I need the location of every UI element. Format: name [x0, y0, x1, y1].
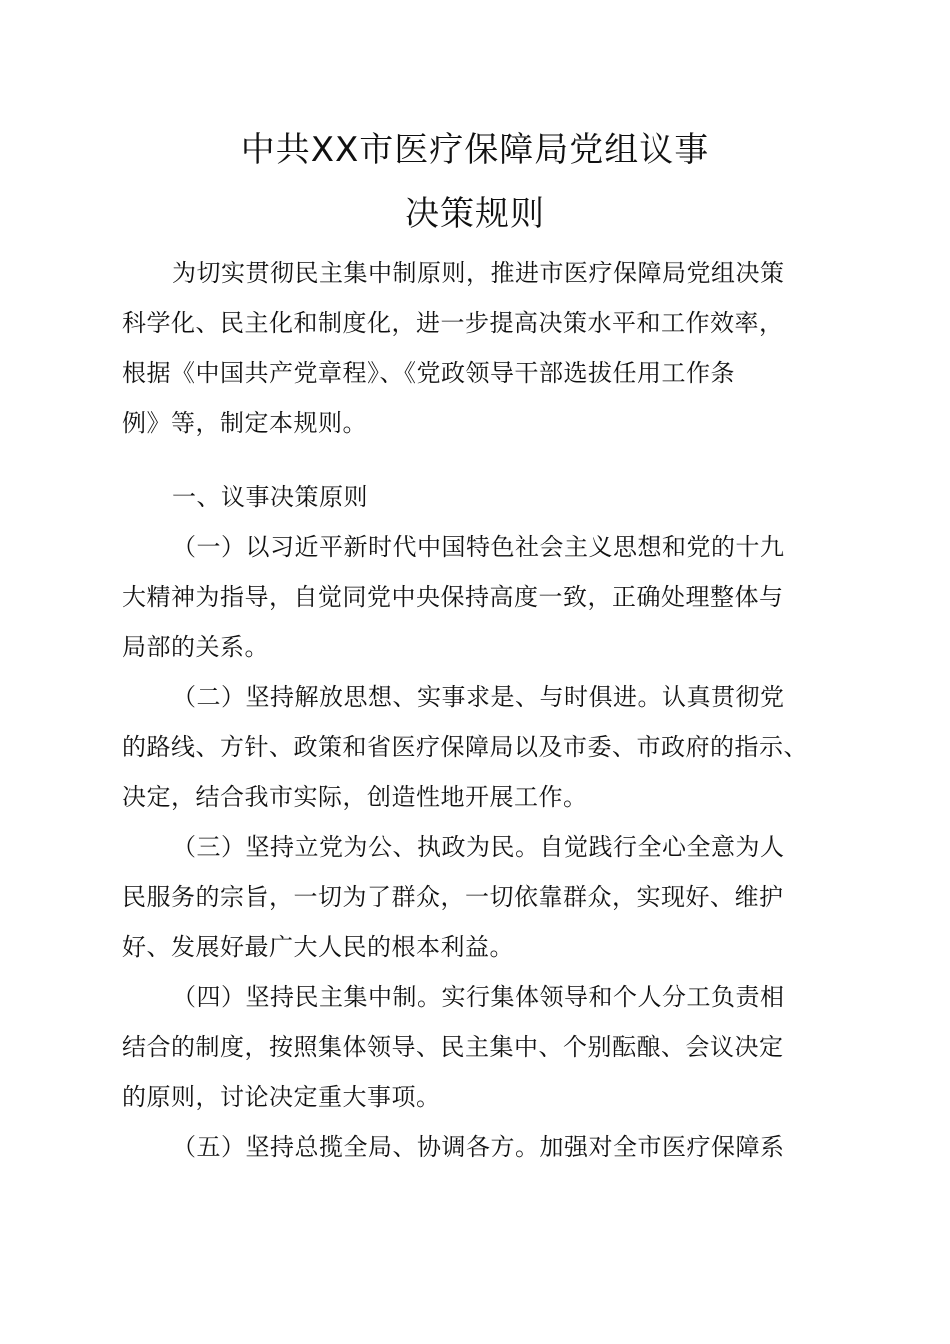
paragraph-line: 决定，结合我市实际，创造性地开展工作。 [122, 783, 588, 811]
paragraph-line: 局部的关系。 [122, 633, 269, 661]
principle-paragraph-3 [122, 822, 828, 972]
paragraph-line: 民服务的宗旨，一切为了群众，一切依靠群众，实现好、维护 [122, 883, 784, 911]
paragraph-line: 大精神为指导，自觉同党中央保持高度一致，正确处理整体与 [122, 583, 784, 611]
section-heading-text: 一、议事决策原则 [172, 483, 368, 511]
principle-paragraph-4 [122, 972, 828, 1122]
paragraph-line: （四）坚持民主集中制。实行集体领导和个人分工负责相 [172, 983, 785, 1011]
paragraph-line: 好、发展好最广大人民的根本利益。 [122, 933, 514, 961]
paragraph-line: 的原则，讨论决定重大事项。 [122, 1083, 441, 1111]
principle-paragraph-1 [122, 522, 828, 672]
paragraph-line: （二）坚持解放思想、实事求是、与时俱进。认真贯彻党 [172, 683, 785, 711]
paragraph-line: （三）坚持立党为公、执政为民。自觉践行全心全意为人 [172, 833, 785, 861]
paragraph-line: 为切实贯彻民主集中制原则，推进市医疗保障局党组决策 [172, 259, 785, 287]
principle-paragraph-2 [122, 672, 828, 822]
paragraph-line: 的路线、方针、政策和省医疗保障局以及市委、市政府的指示、 [122, 733, 808, 761]
intro-paragraph [122, 248, 828, 448]
paragraph-line: （五）坚持总揽全局、协调各方。加强对全市医疗保障系 [172, 1133, 785, 1161]
section-heading [122, 472, 828, 522]
paragraph-line: 结合的制度，按照集体领导、民主集中、个别酝酿、会议决定 [122, 1033, 784, 1061]
paragraph-line: 根据《中国共产党章程》、《党政领导干部选拔任用工作条 [122, 359, 735, 387]
document-title-line-2: 决策规则 [405, 194, 545, 234]
document-title-line-1: 中共XX市医疗保障局党组议事 [240, 130, 710, 170]
paragraph-line: 科学化、民主化和制度化，进一步提高决策水平和工作效率， [122, 309, 784, 337]
paragraph-line: 例》等，制定本规则。 [122, 409, 367, 437]
principle-paragraph-5 [122, 1122, 828, 1172]
paragraph-line: （一）以习近平新时代中国特色社会主义思想和党的十九 [172, 533, 785, 561]
